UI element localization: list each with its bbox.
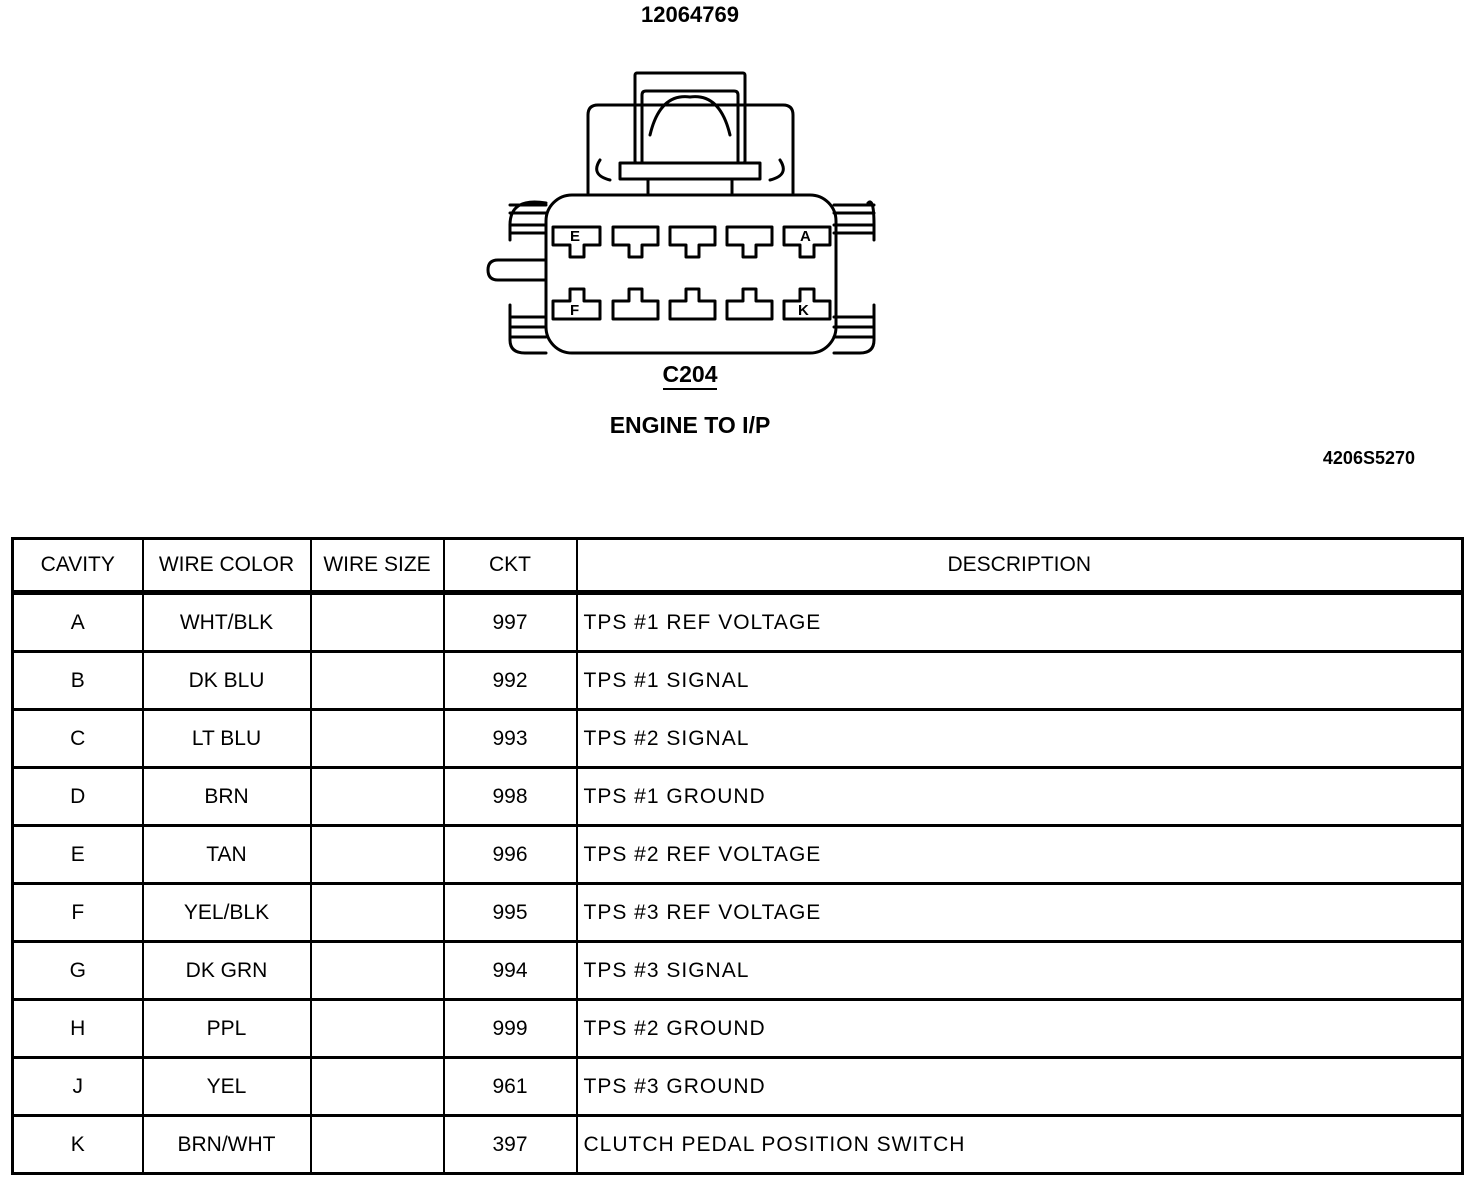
- cell-cavity: K: [13, 1116, 143, 1174]
- table-row: [13, 1116, 1463, 1174]
- cell-ckt: 993: [444, 710, 577, 768]
- header-wire-color: WIRE COLOR: [143, 539, 311, 593]
- table-header-row: [13, 539, 1463, 593]
- cell-wire-size: [311, 1058, 444, 1116]
- cell-wire-size: [311, 768, 444, 826]
- cell-wire-color: WHT/BLK: [143, 593, 311, 652]
- connector-description: ENGINE TO I/P: [609, 412, 771, 438]
- cell-cavity: D: [13, 768, 143, 826]
- table-row: [13, 710, 1463, 768]
- cell-wire-size: [311, 1000, 444, 1058]
- table-row: [13, 884, 1463, 942]
- cell-wire-color: LT BLU: [143, 710, 311, 768]
- header-description: DESCRIPTION: [577, 539, 1463, 593]
- cell-description: CLUTCH PEDAL POSITION SWITCH: [577, 1116, 1463, 1174]
- connector-id: [640, 361, 740, 388]
- cell-wire-color: PPL: [143, 1000, 311, 1058]
- cell-wire-size: [311, 1116, 444, 1174]
- table-row: [13, 1058, 1463, 1116]
- cell-wire-size: [311, 593, 444, 652]
- cell-wire-size: [311, 826, 444, 884]
- header-cavity: CAVITY: [13, 539, 143, 593]
- connector-id-text: C204: [663, 361, 718, 390]
- table-row: [13, 826, 1463, 884]
- cell-wire-size: [311, 652, 444, 710]
- cavity-table: [11, 537, 1464, 1175]
- cell-description: TPS #2 GROUND: [577, 1000, 1463, 1058]
- cell-ckt: 997: [444, 593, 577, 652]
- cell-description: TPS #2 REF VOLTAGE: [577, 826, 1463, 884]
- cell-ckt: 961: [444, 1058, 577, 1116]
- connector-diagram: [470, 55, 890, 360]
- cell-description: TPS #1 SIGNAL: [577, 652, 1463, 710]
- cell-cavity: C: [13, 710, 143, 768]
- cell-cavity: B: [13, 652, 143, 710]
- cell-cavity: E: [13, 826, 143, 884]
- cell-wire-size: [311, 710, 444, 768]
- cell-description: TPS #1 GROUND: [577, 768, 1463, 826]
- cell-wire-color: YEL/BLK: [143, 884, 311, 942]
- header-ckt: CKT: [444, 539, 577, 593]
- table-row: [13, 942, 1463, 1000]
- table-row: [13, 593, 1463, 652]
- cell-wire-color: DK BLU: [143, 652, 311, 710]
- cell-cavity: F: [13, 884, 143, 942]
- cell-description: TPS #2 SIGNAL: [577, 710, 1463, 768]
- cell-ckt: 994: [444, 942, 577, 1000]
- table-row: [13, 1000, 1463, 1058]
- cell-wire-color: BRN: [143, 768, 311, 826]
- cell-ckt: 996: [444, 826, 577, 884]
- cavity-label-top-left: E: [570, 228, 581, 245]
- cell-description: TPS #3 REF VOLTAGE: [577, 884, 1463, 942]
- cell-ckt: 998: [444, 768, 577, 826]
- cell-description: TPS #3 SIGNAL: [577, 942, 1463, 1000]
- cell-wire-color: DK GRN: [143, 942, 311, 1000]
- cell-cavity: A: [13, 593, 143, 652]
- figure-id: 4206S5270: [1322, 448, 1415, 468]
- table-row: [13, 652, 1463, 710]
- cell-ckt: 992: [444, 652, 577, 710]
- header-wire-size: WIRE SIZE: [311, 539, 444, 593]
- cell-description: TPS #3 GROUND: [577, 1058, 1463, 1116]
- cell-ckt: 397: [444, 1116, 577, 1174]
- cavity-label-top-right: A: [800, 228, 811, 245]
- part-number: 12064769: [641, 2, 739, 27]
- cell-wire-color: TAN: [143, 826, 311, 884]
- cell-wire-color: BRN/WHT: [143, 1116, 311, 1174]
- cell-ckt: 995: [444, 884, 577, 942]
- cell-wire-size: [311, 942, 444, 1000]
- cell-wire-color: YEL: [143, 1058, 311, 1116]
- cell-ckt: 999: [444, 1000, 577, 1058]
- table-body: [13, 593, 1463, 1174]
- cell-cavity: H: [13, 1000, 143, 1058]
- cell-cavity: G: [13, 942, 143, 1000]
- cavity-label-bottom-left: F: [570, 302, 580, 319]
- cell-wire-size: [311, 884, 444, 942]
- cavity-label-bottom-right: K: [798, 302, 809, 319]
- cell-cavity: J: [13, 1058, 143, 1116]
- cell-description: TPS #1 REF VOLTAGE: [577, 593, 1463, 652]
- table-row: [13, 768, 1463, 826]
